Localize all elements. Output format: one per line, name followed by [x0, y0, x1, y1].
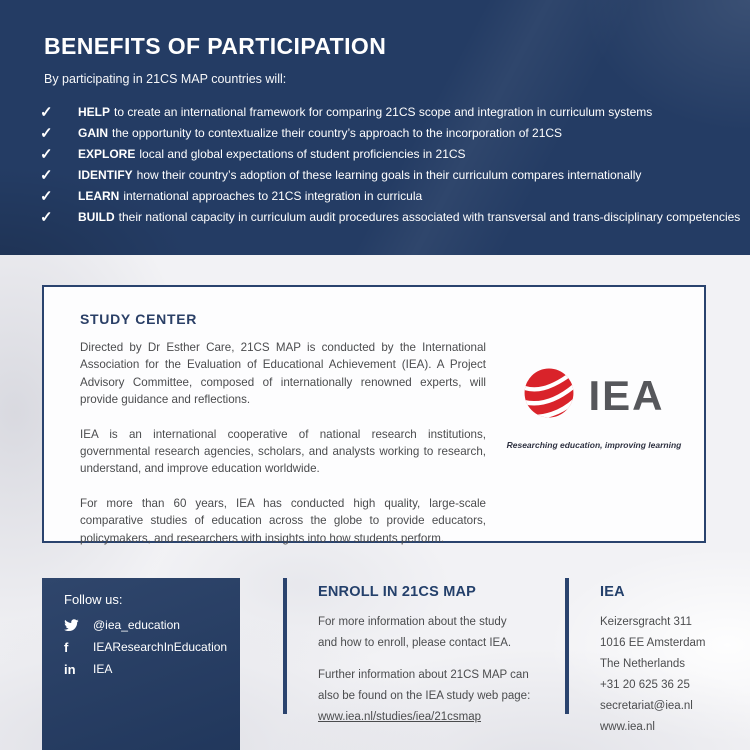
benefits-list	[40, 102, 741, 228]
benefit-keyword: LEARN	[78, 189, 120, 203]
iea-logo-block	[494, 367, 694, 450]
contact-address-line: The Netherlands	[600, 658, 686, 670]
facebook-icon: f	[64, 639, 69, 655]
benefit-item	[40, 207, 741, 228]
study-center-card	[42, 285, 706, 543]
social-label: IEA	[93, 662, 113, 676]
social-link-twitter[interactable]	[64, 614, 227, 636]
social-label: IEAResearchInEducation	[93, 640, 228, 654]
study-center-body	[80, 339, 486, 564]
benefits-header-section	[0, 0, 750, 255]
check-icon: ✓	[40, 188, 53, 205]
benefit-keyword: GAIN	[78, 126, 108, 140]
benefit-item	[40, 165, 730, 186]
iea-contact-section	[600, 584, 740, 738]
enroll-section	[318, 584, 558, 728]
benefit-item	[40, 102, 730, 123]
benefit-keyword: HELP	[78, 105, 111, 119]
check-icon: ✓	[40, 209, 53, 226]
social-links-list	[64, 614, 227, 680]
study-center-heading: STUDY CENTER	[80, 311, 198, 327]
twitter-icon	[64, 619, 82, 632]
study-webpage-link[interactable]: www.iea.nl/studies/iea/21csmap	[318, 711, 481, 723]
study-center-paragraph: IEA is an international cooperative of national research institutions, governmental research agencies, scholars, and analysts working to research, understand, and improve education worldwide.	[80, 427, 486, 476]
benefit-text: how their country’s adoption of these learning goals in their curriculum compares internationally	[136, 168, 642, 182]
benefit-keyword: EXPLORE	[78, 147, 136, 161]
check-icon: ✓	[40, 167, 53, 184]
contact-heading: IEA	[600, 584, 625, 600]
linkedin-icon: in	[64, 661, 76, 677]
contact-website: www.iea.nl	[600, 721, 655, 733]
benefit-text: the opportunity to contextualize their country’s approach to the incorporation of 21CS	[112, 126, 563, 140]
benefit-text: international approaches to 21CS integration in curricula	[123, 189, 423, 203]
benefit-text: to create an international framework for comparing 21CS scope and integration in curriculum systems	[114, 105, 653, 119]
follow-us-box	[42, 578, 240, 750]
study-center-paragraph: For more than 60 years, IEA has conducted high quality, large-scale comparative studies of education across the globe to provide educators, policymakers, and researchers with insights into how students perform.	[80, 496, 486, 545]
iea-logo-wordmark: IEA	[588, 371, 665, 419]
enroll-text-line: also be found on the IEA study web page:	[318, 690, 531, 702]
iea-globe-icon	[523, 367, 575, 424]
follow-us-heading: Follow us:	[64, 592, 123, 607]
enroll-heading: ENROLL IN 21CS MAP	[318, 584, 477, 600]
divider-bar	[565, 578, 569, 714]
benefit-keyword: IDENTIFY	[78, 168, 133, 182]
benefit-keyword: BUILD	[78, 210, 115, 224]
check-icon: ✓	[40, 146, 53, 163]
iea-logo-tagline: Researching education, improving learning	[506, 440, 682, 450]
contact-phone: +31 20 625 36 25	[600, 679, 690, 691]
study-center-paragraph: Directed by Dr Esther Care, 21CS MAP is conducted by the International Association for the Evaluation of Educational Achievement (IEA). A Project Advisory Committee, composed of internationally renowned experts, will provide guidance and reflections.	[80, 341, 486, 407]
benefit-text: their national capacity in curriculum audit procedures associated with transversal and trans-disciplinary competencies	[118, 210, 741, 224]
enroll-text-line: and how to enroll, please contact IEA.	[318, 637, 512, 649]
contact-address-line: 1016 EE Amsterdam	[600, 637, 706, 649]
contact-address-line: Keizersgracht 311	[600, 616, 692, 628]
page-title: BENEFITS OF PARTICIPATION	[44, 33, 387, 59]
benefit-text: local and global expectations of student proficiencies in 21CS	[139, 147, 466, 161]
page-subtitle: By participating in 21CS MAP countries will:	[44, 72, 287, 86]
benefit-item	[40, 144, 730, 165]
divider-bar	[283, 578, 287, 714]
enroll-text-line: Further information about 21CS MAP can	[318, 669, 529, 681]
social-link-linkedin[interactable]	[64, 658, 227, 680]
contact-email: secretariat@iea.nl	[600, 700, 693, 712]
social-label: @iea_education	[93, 618, 180, 632]
check-icon: ✓	[40, 125, 53, 142]
benefit-item	[40, 186, 730, 207]
benefit-item	[40, 123, 730, 144]
enroll-text-line: For more information about the study	[318, 616, 507, 628]
check-icon: ✓	[40, 104, 53, 121]
social-link-facebook[interactable]	[64, 636, 227, 658]
